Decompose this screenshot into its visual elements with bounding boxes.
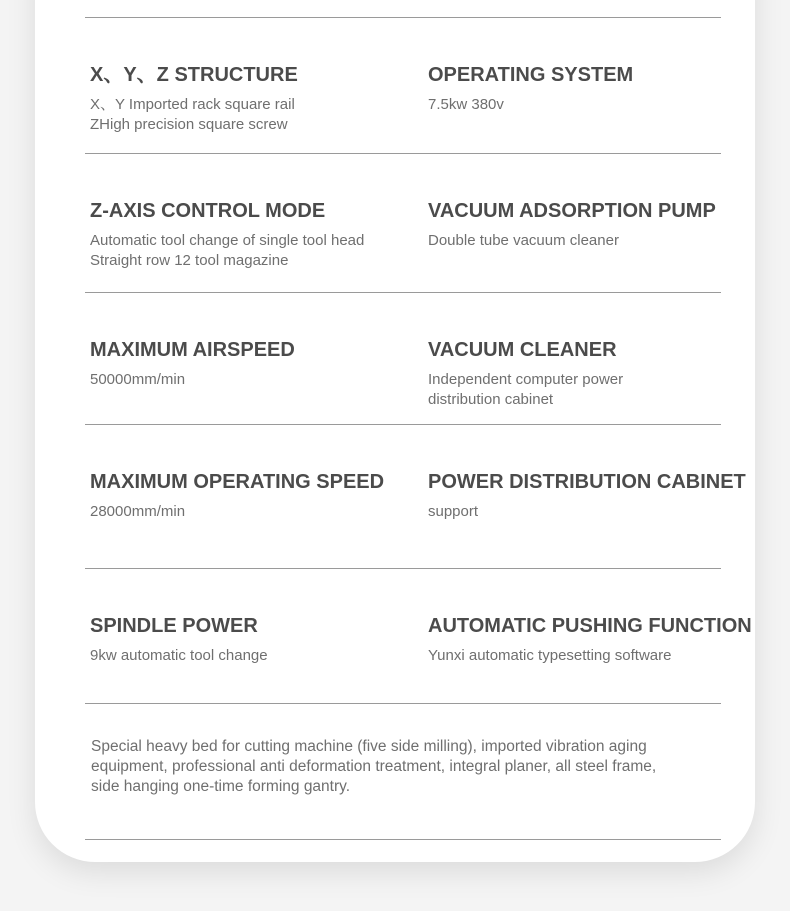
description-line: Special heavy bed for cutting machine (five side milling), imported vibration aging (91, 738, 647, 755)
divider (85, 839, 721, 840)
description-line: side hanging one-time forming gantry. (91, 778, 351, 795)
spec-title: X、Y、Z STRUCTURE (90, 64, 298, 86)
spec-spindle-power (90, 614, 268, 666)
spec-value-line: ZHigh precision square screw (90, 116, 288, 133)
spec-value (428, 502, 746, 522)
spec-value-line: 28000mm/min (90, 503, 186, 520)
spec-automatic-pushing-function (428, 614, 752, 666)
spec-value-line: X、Y Imported rack square rail (90, 96, 295, 113)
divider (85, 703, 721, 704)
spec-value (428, 370, 623, 410)
divider (85, 17, 721, 18)
spec-title: MAXIMUM OPERATING SPEED (90, 471, 385, 493)
spec-vacuum-adsorption-pump (428, 199, 716, 251)
spec-value (90, 95, 298, 135)
spec-maximum-airspeed (90, 338, 295, 390)
spec-value (90, 646, 268, 666)
spec-power-distribution-cabinet (428, 470, 746, 522)
description-line: equipment, professional anti deformation treatment, integral planer, all steel frame, (91, 758, 657, 775)
spec-value (90, 370, 295, 390)
spec-title: AUTOMATIC PUSHING FUNCTION (428, 615, 752, 637)
spec-z-axis-control-mode (90, 199, 364, 271)
spec-value-line: Straight row 12 tool magazine (90, 252, 289, 269)
spec-value-line: 7.5kw 380v (428, 96, 504, 113)
spec-value-line: 50000mm/min (90, 371, 186, 388)
divider (85, 292, 721, 293)
spec-title: Z-AXIS CONTROL MODE (90, 200, 326, 222)
spec-title: MAXIMUM AIRSPEED (90, 339, 295, 361)
spec-maximum-operating-speed (90, 470, 384, 522)
spec-value-line: Automatic tool change of single tool head (90, 232, 365, 249)
spec-title: POWER DISTRIBUTION CABINET (428, 471, 746, 493)
divider (85, 424, 721, 425)
spec-value (428, 95, 633, 115)
spec-value-line: Independent computer power (428, 371, 624, 388)
spec-value-line: Yunxi automatic typesetting software (428, 647, 672, 664)
spec-value (428, 646, 752, 666)
spec-vacuum-cleaner (428, 338, 623, 410)
divider (85, 568, 721, 569)
spec-value (90, 502, 384, 522)
spec-value (90, 231, 364, 271)
spec-operating-system (428, 63, 633, 115)
spec-title: OPERATING SYSTEM (428, 64, 634, 86)
machine-description (91, 737, 701, 797)
spec-xyz-structure (90, 63, 298, 135)
divider (85, 153, 721, 154)
spec-value-line: support (428, 503, 479, 520)
spec-title: SPINDLE POWER (90, 615, 258, 637)
spec-value-line: 9kw automatic tool change (90, 647, 268, 664)
spec-value-line: distribution cabinet (428, 391, 554, 408)
spec-value-line: Double tube vacuum cleaner (428, 232, 619, 249)
spec-value (428, 231, 716, 251)
spec-title: VACUUM ADSORPTION PUMP (428, 200, 716, 222)
spec-title: VACUUM CLEANER (428, 339, 617, 361)
